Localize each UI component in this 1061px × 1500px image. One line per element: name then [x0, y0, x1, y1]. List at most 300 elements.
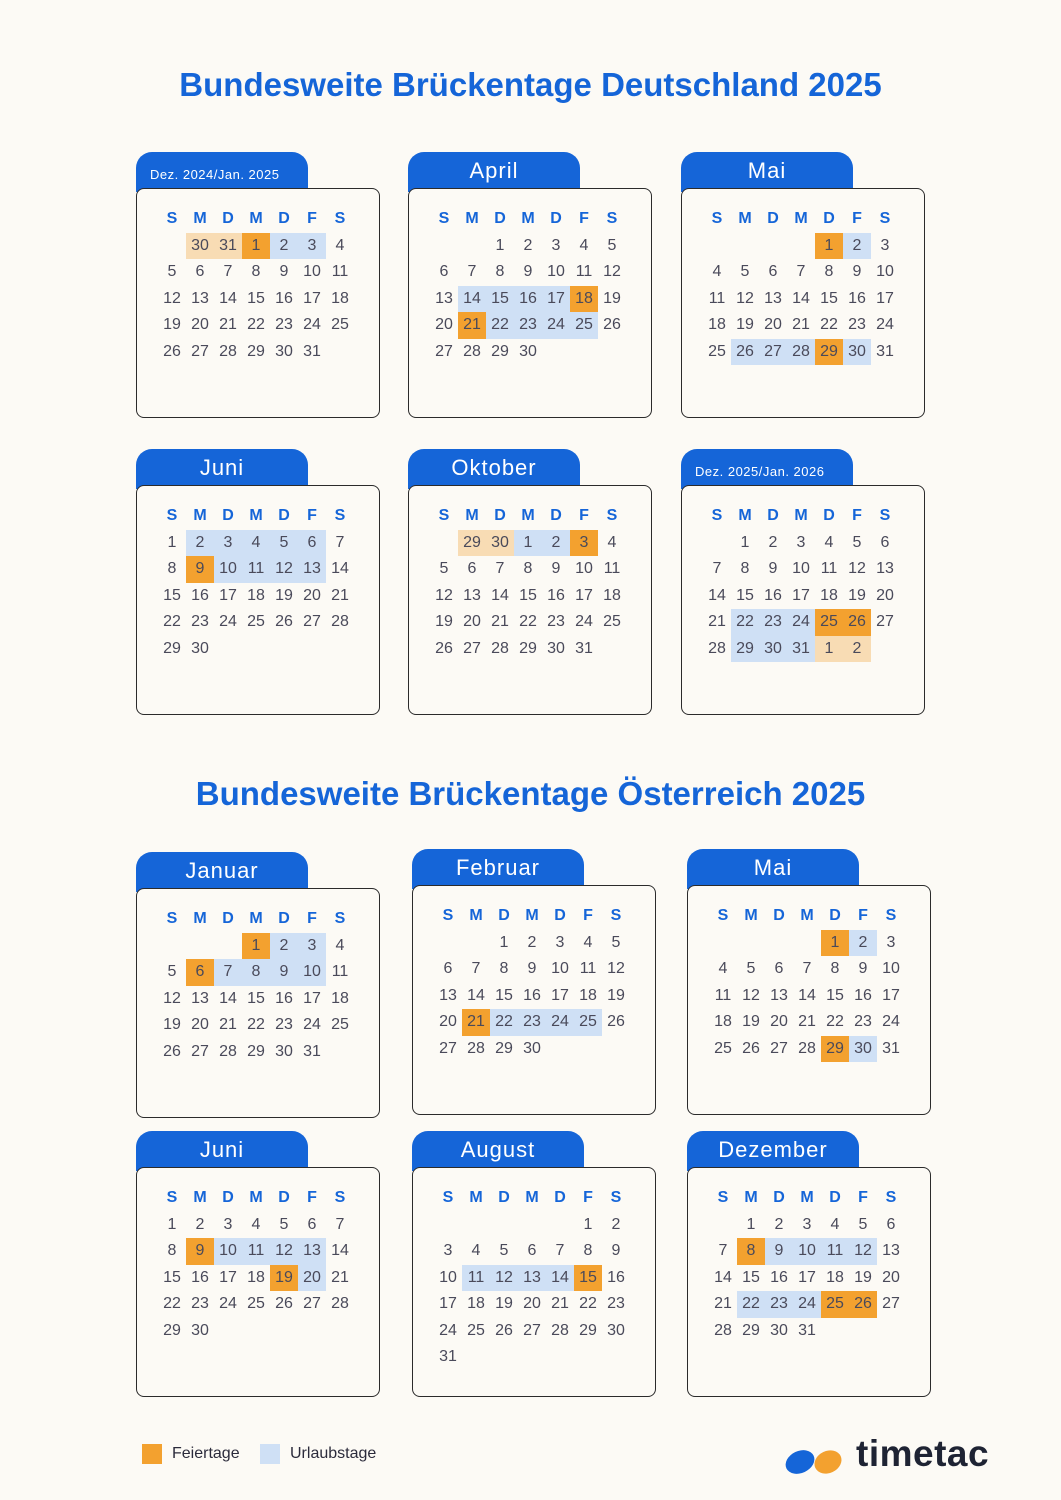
- weekday-header: M: [800, 1189, 814, 1207]
- empty-cell: [759, 233, 787, 260]
- holiday-day: 6: [186, 959, 214, 986]
- day-cell: 16: [607, 1268, 625, 1286]
- legend-holidays: [142, 1443, 240, 1465]
- day-cell: 26: [607, 1013, 625, 1031]
- vacation-day: 24: [787, 609, 815, 636]
- weekday-header: M: [465, 507, 479, 525]
- day-cell: 30: [275, 1042, 293, 1060]
- day-cell: 20: [303, 586, 321, 604]
- day-cell: 15: [742, 1268, 760, 1286]
- weekday-header: F: [579, 210, 589, 228]
- day-cell: 3: [551, 236, 561, 254]
- day-cell: 21: [792, 316, 810, 334]
- weekday-header: M: [738, 507, 752, 525]
- day-cell: 26: [275, 613, 293, 631]
- day-cell: 17: [798, 1268, 816, 1286]
- vacation-day: 30: [843, 339, 871, 366]
- month-title: Dez. 2024/Jan. 2025: [136, 152, 308, 192]
- day-cell: 20: [191, 1016, 209, 1034]
- empty-cell: [158, 933, 186, 960]
- day-cell: 15: [736, 586, 754, 604]
- vacation-day: 2: [270, 933, 298, 960]
- day-cell: 28: [219, 342, 237, 360]
- day-cell: 9: [858, 960, 868, 978]
- vacation-day: 1: [514, 530, 542, 557]
- brand-name: timetac: [856, 1433, 990, 1474]
- weekday-header: S: [606, 210, 618, 228]
- vacation-day: 22: [737, 1291, 765, 1318]
- weekday-header: F: [307, 507, 317, 525]
- calendar-month: [687, 1131, 931, 1395]
- weekday-header: M: [193, 210, 207, 228]
- day-cell: 17: [219, 586, 237, 604]
- vacation-day: 10: [793, 1238, 821, 1265]
- day-cell: 22: [820, 316, 838, 334]
- weekday-header: D: [278, 210, 290, 228]
- day-cell: 29: [491, 342, 509, 360]
- day-cell: 13: [770, 986, 788, 1004]
- weekday-header: D: [829, 907, 841, 925]
- vacation-day: 23: [759, 609, 787, 636]
- day-cell: 24: [303, 316, 321, 334]
- day-cell: 1: [583, 1215, 593, 1233]
- weekday-header: F: [307, 910, 317, 928]
- day-cell: 4: [583, 933, 593, 951]
- adjacent-holiday-day: 30: [486, 530, 514, 557]
- empty-cell: [434, 930, 462, 957]
- legend-vacation-label: Urlaubstage: [290, 1445, 377, 1462]
- day-cell: 12: [163, 289, 181, 307]
- day-cell: 3: [223, 1215, 233, 1233]
- day-cell: 22: [163, 613, 181, 631]
- day-cell: 28: [467, 1039, 485, 1057]
- weekday-header: S: [879, 210, 891, 228]
- calendar-month: [687, 849, 931, 1113]
- weekday-header: M: [469, 1189, 483, 1207]
- day-cell: 12: [736, 289, 754, 307]
- day-cell: 2: [527, 933, 537, 951]
- day-cell: 26: [163, 1042, 181, 1060]
- weekday-header: S: [717, 907, 729, 925]
- weekday-header: D: [222, 1189, 234, 1207]
- day-cell: 8: [495, 263, 505, 281]
- day-cell: 25: [247, 613, 265, 631]
- day-cell: 19: [163, 316, 181, 334]
- vacation-day: 24: [546, 1009, 574, 1036]
- day-cell: 6: [774, 960, 784, 978]
- weekday-header: M: [794, 210, 808, 228]
- day-cell: 21: [551, 1295, 569, 1313]
- day-cell: 27: [439, 1039, 457, 1057]
- weekday-header: S: [885, 1189, 897, 1207]
- day-cell: 23: [547, 613, 565, 631]
- day-cell: 8: [167, 560, 177, 578]
- day-cell: 14: [491, 586, 509, 604]
- day-cell: 28: [219, 1042, 237, 1060]
- day-cell: 19: [163, 1016, 181, 1034]
- day-cell: 20: [523, 1295, 541, 1313]
- day-cell: 2: [523, 236, 533, 254]
- day-cell: 27: [191, 1042, 209, 1060]
- day-cell: 4: [251, 1215, 261, 1233]
- day-cell: 14: [467, 986, 485, 1004]
- calendar-month: [408, 449, 652, 713]
- day-cell: 16: [275, 989, 293, 1007]
- day-cell: 7: [712, 560, 722, 578]
- day-cell: 25: [603, 613, 621, 631]
- day-cell: 19: [848, 586, 866, 604]
- calendar-month: [136, 1131, 380, 1395]
- day-cell: 11: [820, 560, 838, 578]
- day-cell: 31: [303, 1042, 321, 1060]
- day-cell: 31: [439, 1348, 457, 1366]
- month-title: August: [412, 1131, 584, 1171]
- day-cell: 3: [796, 533, 806, 551]
- day-cell: 9: [768, 560, 778, 578]
- day-cell: 2: [611, 1215, 621, 1233]
- weekday-header: S: [711, 210, 723, 228]
- day-cell: 26: [435, 639, 453, 657]
- day-cell: 28: [714, 1321, 732, 1339]
- vacation-day: 17: [542, 286, 570, 313]
- day-cell: 25: [247, 1295, 265, 1313]
- calendar-month: [681, 152, 925, 416]
- day-cell: 13: [439, 986, 457, 1004]
- weekday-header: F: [307, 1189, 317, 1207]
- day-cell: 29: [247, 342, 265, 360]
- calendar-month: [681, 449, 925, 713]
- day-cell: 19: [736, 316, 754, 334]
- weekday-header: S: [166, 1189, 178, 1207]
- day-cell: 9: [852, 263, 862, 281]
- weekday-header: D: [222, 210, 234, 228]
- day-cell: 8: [583, 1242, 593, 1260]
- empty-cell: [703, 233, 731, 260]
- day-cell: 1: [740, 533, 750, 551]
- day-cell: 27: [876, 613, 894, 631]
- weekday-header: S: [606, 507, 618, 525]
- day-cell: 23: [191, 613, 209, 631]
- day-cell: 10: [439, 1268, 457, 1286]
- adjacent-holiday-day: 1: [815, 636, 843, 663]
- day-cell: 28: [798, 1039, 816, 1057]
- vacation-day: 13: [298, 556, 326, 583]
- day-cell: 27: [303, 613, 321, 631]
- day-cell: 8: [824, 263, 834, 281]
- empty-cell: [462, 1212, 490, 1239]
- vacation-day: 4: [242, 530, 270, 557]
- day-cell: 10: [303, 263, 321, 281]
- vacation-day: 11: [242, 556, 270, 583]
- day-grid: [430, 503, 626, 662]
- weekday-header: M: [193, 1189, 207, 1207]
- vacation-day: 29: [731, 636, 759, 663]
- weekday-header: D: [494, 507, 506, 525]
- empty-cell: [546, 1212, 574, 1239]
- vacation-day: 2: [843, 233, 871, 260]
- day-cell: 31: [882, 1039, 900, 1057]
- weekday-header: F: [579, 507, 589, 525]
- day-cell: 9: [279, 263, 289, 281]
- day-cell: 1: [746, 1215, 756, 1233]
- day-cell: 1: [495, 236, 505, 254]
- day-cell: 7: [796, 263, 806, 281]
- day-cell: 9: [611, 1242, 621, 1260]
- weekday-header: M: [465, 210, 479, 228]
- month-title: Juni: [136, 1131, 308, 1171]
- day-cell: 14: [331, 560, 349, 578]
- day-cell: 5: [279, 1215, 289, 1233]
- vacation-day: 22: [486, 312, 514, 339]
- day-cell: 24: [439, 1321, 457, 1339]
- holiday-day: 9: [186, 1238, 214, 1265]
- weekday-header: M: [249, 507, 263, 525]
- day-cell: 29: [742, 1321, 760, 1339]
- day-cell: 13: [882, 1242, 900, 1260]
- vacation-day: 11: [242, 1238, 270, 1265]
- weekday-header: M: [521, 210, 535, 228]
- weekday-header: M: [525, 1189, 539, 1207]
- holiday-day: 1: [821, 930, 849, 957]
- vacation-day: 14: [546, 1265, 574, 1292]
- calendar-month: [136, 852, 380, 1116]
- day-cell: 12: [848, 560, 866, 578]
- day-cell: 14: [219, 289, 237, 307]
- day-cell: 8: [251, 263, 261, 281]
- day-cell: 5: [439, 560, 449, 578]
- day-cell: 18: [708, 316, 726, 334]
- logo-icon: [784, 1437, 848, 1481]
- day-grid: [158, 206, 354, 365]
- day-cell: 29: [247, 1042, 265, 1060]
- day-grid: [434, 903, 630, 1062]
- day-cell: 14: [714, 1268, 732, 1286]
- empty-cell: [186, 933, 214, 960]
- day-cell: 25: [331, 1016, 349, 1034]
- day-cell: 17: [882, 986, 900, 1004]
- day-cell: 18: [820, 586, 838, 604]
- day-cell: 11: [603, 560, 621, 578]
- weekday-header: D: [829, 1189, 841, 1207]
- day-cell: 18: [603, 586, 621, 604]
- day-cell: 10: [876, 263, 894, 281]
- day-cell: 10: [551, 960, 569, 978]
- day-cell: 23: [275, 316, 293, 334]
- day-cell: 7: [802, 960, 812, 978]
- weekday-header: S: [442, 907, 454, 925]
- title-austria: Bundesweite Brückentage Österreich 2025: [195, 775, 866, 812]
- day-cell: 8: [740, 560, 750, 578]
- day-cell: 8: [830, 960, 840, 978]
- holiday-day: 1: [242, 233, 270, 260]
- weekday-header: M: [794, 507, 808, 525]
- weekday-header: S: [334, 210, 346, 228]
- weekday-header: F: [583, 1189, 593, 1207]
- day-cell: 9: [523, 263, 533, 281]
- day-cell: 4: [718, 960, 728, 978]
- weekday-header: D: [498, 907, 510, 925]
- day-cell: 1: [499, 933, 509, 951]
- day-cell: 26: [163, 342, 181, 360]
- day-cell: 5: [611, 933, 621, 951]
- day-cell: 15: [495, 986, 513, 1004]
- day-cell: 6: [886, 1215, 896, 1233]
- day-cell: 4: [471, 1242, 481, 1260]
- weekday-header: F: [852, 210, 862, 228]
- day-cell: 9: [527, 960, 537, 978]
- adjacent-holiday-day: 29: [458, 530, 486, 557]
- title-germany: Bundesweite Brückentage Deutschland 2025: [179, 66, 882, 103]
- day-cell: 6: [880, 533, 890, 551]
- day-cell: 30: [523, 1039, 541, 1057]
- day-cell: 22: [579, 1295, 597, 1313]
- empty-cell: [518, 1212, 546, 1239]
- day-cell: 24: [575, 613, 593, 631]
- day-cell: 16: [191, 1268, 209, 1286]
- weekday-header: D: [823, 507, 835, 525]
- weekday-header: S: [879, 507, 891, 525]
- day-cell: 19: [742, 1013, 760, 1031]
- day-cell: 3: [802, 1215, 812, 1233]
- day-cell: 31: [303, 342, 321, 360]
- calendar-month: [136, 449, 380, 713]
- day-cell: 20: [770, 1013, 788, 1031]
- vacation-day: 23: [514, 312, 542, 339]
- day-cell: 26: [495, 1321, 513, 1339]
- month-title: Oktober: [408, 449, 580, 489]
- month-title: Februar: [412, 849, 584, 889]
- day-cell: 12: [742, 986, 760, 1004]
- weekday-header: D: [554, 907, 566, 925]
- day-cell: 4: [824, 533, 834, 551]
- vacation-day: 7: [214, 959, 242, 986]
- day-cell: 18: [826, 1268, 844, 1286]
- month-title: Juni: [136, 449, 308, 489]
- day-cell: 17: [439, 1295, 457, 1313]
- vacation-day: 8: [242, 959, 270, 986]
- day-cell: 30: [191, 1321, 209, 1339]
- day-cell: 5: [852, 533, 862, 551]
- empty-cell: [430, 233, 458, 260]
- day-grid: [430, 206, 626, 365]
- weekday-header: D: [554, 1189, 566, 1207]
- adjacent-holiday-day: 31: [214, 233, 242, 260]
- day-cell: 11: [331, 963, 349, 981]
- day-cell: 19: [854, 1268, 872, 1286]
- day-cell: 16: [547, 586, 565, 604]
- vacation-day: 16: [514, 286, 542, 313]
- day-cell: 18: [467, 1295, 485, 1313]
- day-cell: 2: [768, 533, 778, 551]
- day-cell: 16: [764, 586, 782, 604]
- day-cell: 15: [826, 986, 844, 1004]
- day-cell: 6: [307, 1215, 317, 1233]
- vacation-day: 3: [214, 530, 242, 557]
- day-cell: 12: [607, 960, 625, 978]
- weekday-header: S: [166, 910, 178, 928]
- day-grid: [158, 503, 354, 662]
- vacation-day: 5: [270, 530, 298, 557]
- vacation-day: 24: [542, 312, 570, 339]
- weekday-header: F: [858, 907, 868, 925]
- empty-cell: [709, 930, 737, 957]
- day-cell: 28: [331, 613, 349, 631]
- day-cell: 2: [774, 1215, 784, 1233]
- day-cell: 5: [858, 1215, 868, 1233]
- day-cell: 6: [467, 560, 477, 578]
- day-cell: 19: [435, 613, 453, 631]
- weekday-header: M: [525, 907, 539, 925]
- day-cell: 23: [848, 316, 866, 334]
- weekday-header: M: [193, 507, 207, 525]
- calendar-month: [136, 152, 380, 416]
- holiday-swatch: [142, 1444, 162, 1464]
- vacation-day: 27: [759, 339, 787, 366]
- weekday-header: S: [717, 1189, 729, 1207]
- vacation-day: 2: [270, 233, 298, 260]
- day-cell: 17: [792, 586, 810, 604]
- day-cell: 8: [499, 960, 509, 978]
- holiday-day: 8: [737, 1238, 765, 1265]
- day-cell: 21: [491, 613, 509, 631]
- day-cell: 28: [331, 1295, 349, 1313]
- day-cell: 29: [163, 1321, 181, 1339]
- weekday-header: S: [334, 910, 346, 928]
- day-cell: 22: [247, 1016, 265, 1034]
- day-cell: 24: [219, 1295, 237, 1313]
- day-cell: 16: [523, 986, 541, 1004]
- vacation-day: 12: [849, 1238, 877, 1265]
- day-cell: 30: [770, 1321, 788, 1339]
- weekday-header: S: [166, 210, 178, 228]
- vacation-day: 3: [298, 233, 326, 260]
- holiday-day: 29: [821, 1036, 849, 1063]
- day-cell: 20: [191, 316, 209, 334]
- day-cell: 15: [519, 586, 537, 604]
- day-cell: 12: [163, 989, 181, 1007]
- day-cell: 30: [519, 342, 537, 360]
- day-cell: 17: [876, 289, 894, 307]
- empty-cell: [430, 530, 458, 557]
- empty-cell: [462, 930, 490, 957]
- brand-logo: [784, 1433, 1004, 1481]
- day-cell: 24: [303, 1016, 321, 1034]
- day-cell: 21: [331, 586, 349, 604]
- weekday-header: D: [773, 1189, 785, 1207]
- day-cell: 21: [714, 1295, 732, 1313]
- day-cell: 10: [792, 560, 810, 578]
- day-cell: 14: [331, 1242, 349, 1260]
- day-cell: 21: [798, 1013, 816, 1031]
- day-cell: 5: [167, 263, 177, 281]
- weekday-header: F: [858, 1189, 868, 1207]
- day-cell: 2: [195, 1215, 205, 1233]
- holiday-day: 29: [815, 339, 843, 366]
- holiday-day: 19: [270, 1265, 298, 1292]
- day-cell: 4: [335, 236, 345, 254]
- month-title: April: [408, 152, 580, 192]
- day-cell: 18: [579, 986, 597, 1004]
- weekday-header: S: [438, 507, 450, 525]
- day-cell: 26: [742, 1039, 760, 1057]
- weekday-header: S: [438, 210, 450, 228]
- day-cell: 17: [575, 586, 593, 604]
- day-cell: 10: [882, 960, 900, 978]
- holiday-day: 26: [849, 1291, 877, 1318]
- day-cell: 12: [603, 263, 621, 281]
- vacation-day: 9: [765, 1238, 793, 1265]
- empty-cell: [490, 1212, 518, 1239]
